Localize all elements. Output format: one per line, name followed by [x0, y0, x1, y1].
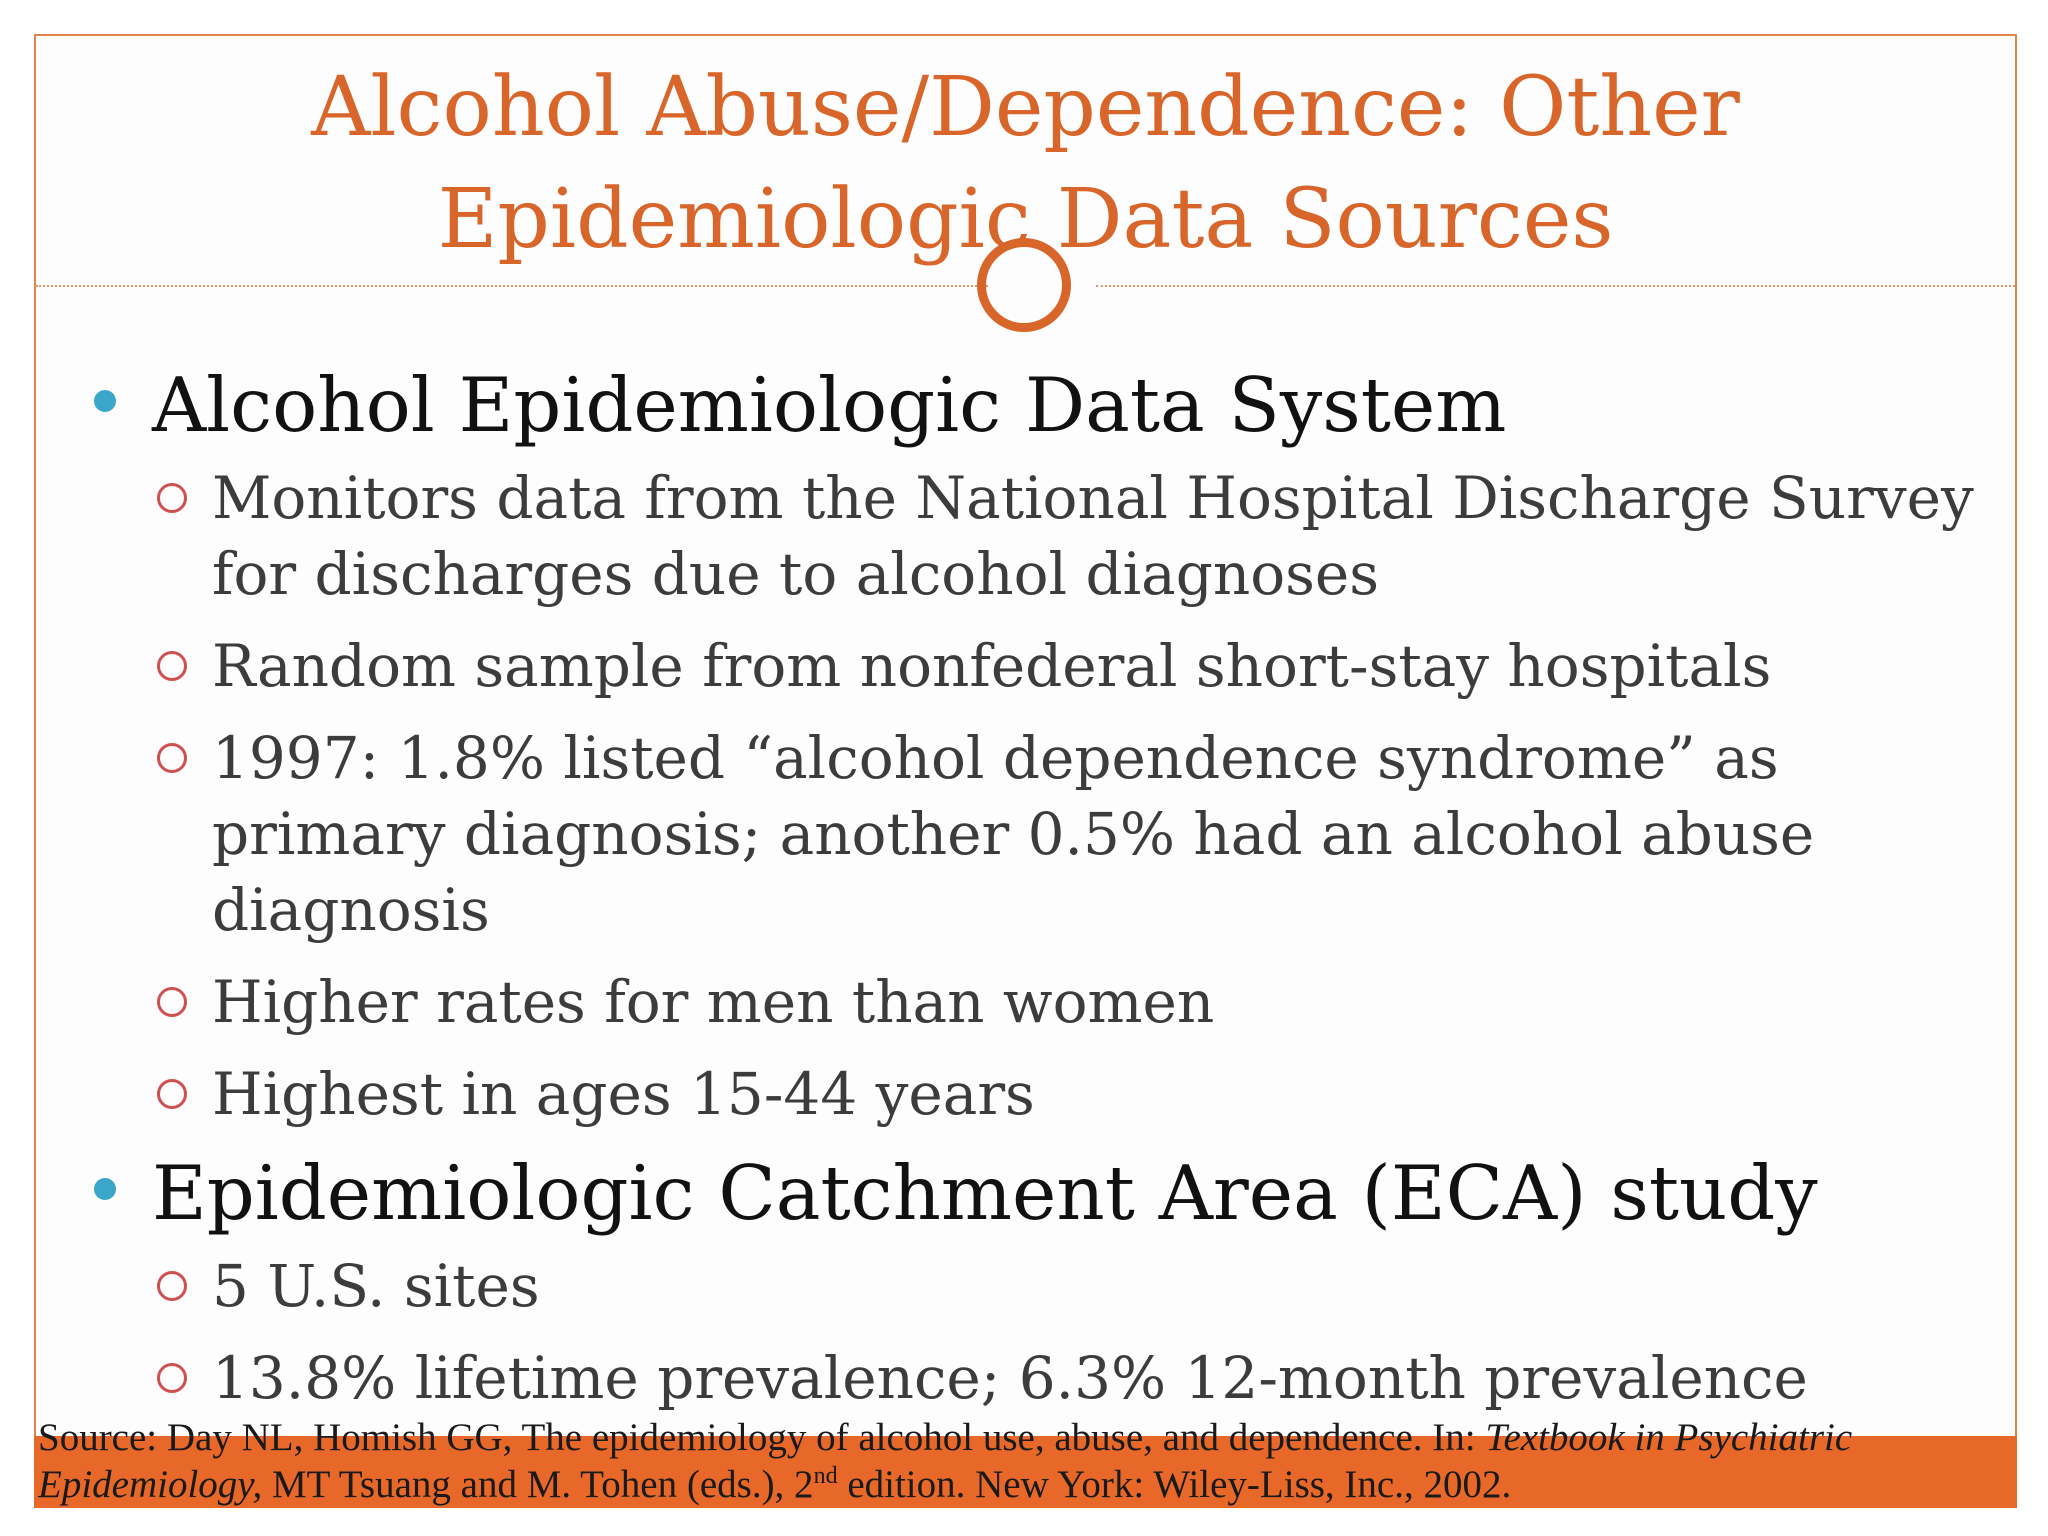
citation-publisher: edition. New York: Wiley-Liss, Inc., 2002.: [837, 1463, 1512, 1506]
sub-bullet-list: [90, 1248, 1990, 1416]
title-divider-right: [1096, 285, 2015, 287]
ring-bullet-icon: [157, 1271, 187, 1301]
list-item: [90, 720, 1990, 948]
slide-body: [90, 360, 1990, 1432]
list-item-text: Highest in ages 15-44 years: [212, 1060, 1035, 1128]
list-item-text: 5 U.S. sites: [212, 1252, 540, 1320]
list-item: [90, 628, 1990, 704]
list-item: [90, 460, 1990, 612]
list-item-text: 13.8% lifetime prevalence; 6.3% 12-month prevalence: [212, 1344, 1808, 1412]
list-item: [90, 1340, 1990, 1416]
sub-bullet-list: [90, 460, 1990, 1132]
ring-bullet-icon: [157, 651, 187, 681]
citation-prefix: Source: Day NL, Homish GG, The epidemiology of alcohol use, abuse, and dependence. In:: [38, 1416, 1486, 1459]
section-heading: [90, 1148, 1990, 1238]
list-item-text: Higher rates for men than women: [212, 968, 1215, 1036]
list-item-text: 1997: 1.8% listed “alcohol dependence syndrome” as primary diagnosis; another 0.5% had an alcohol abuse diagnosis: [212, 724, 1815, 944]
citation-book-title: Textbook in Psychiatric Epidemiology,: [38, 1416, 1853, 1506]
bullet-dot-icon: [94, 390, 116, 412]
bullet-dot-icon: [94, 1178, 116, 1200]
list-item: [90, 1056, 1990, 1132]
ring-bullet-icon: [157, 483, 187, 513]
section-heading: [90, 360, 1990, 450]
list-item-text: Monitors data from the National Hospital Discharge Survey for discharges due to alcohol diagnoses: [212, 464, 1974, 608]
list-item: [90, 964, 1990, 1040]
title-divider-left: [36, 285, 988, 287]
source-citation: [38, 1414, 2008, 1508]
slide-title-line-2: Epidemiologic Data Sources: [437, 172, 1614, 267]
circle-ornament-icon: [977, 238, 1071, 332]
ring-bullet-icon: [157, 987, 187, 1017]
section-heading-text: Epidemiologic Catchment Area (ECA) study: [152, 1149, 1818, 1237]
ring-bullet-icon: [157, 743, 187, 773]
list-item: [90, 1248, 1990, 1324]
list-item-text: Random sample from nonfederal short-stay hospitals: [212, 632, 1772, 700]
citation-editors: MT Tsuang and M. Tohen (eds.), 2: [262, 1463, 814, 1506]
ring-bullet-icon: [157, 1079, 187, 1109]
citation-edition-suffix: nd: [813, 1463, 838, 1489]
section-heading-text: Alcohol Epidemiologic Data System: [152, 361, 1507, 449]
ring-bullet-icon: [157, 1363, 187, 1393]
slide-title-line-1: Alcohol Abuse/Dependence: Other: [311, 60, 1740, 155]
